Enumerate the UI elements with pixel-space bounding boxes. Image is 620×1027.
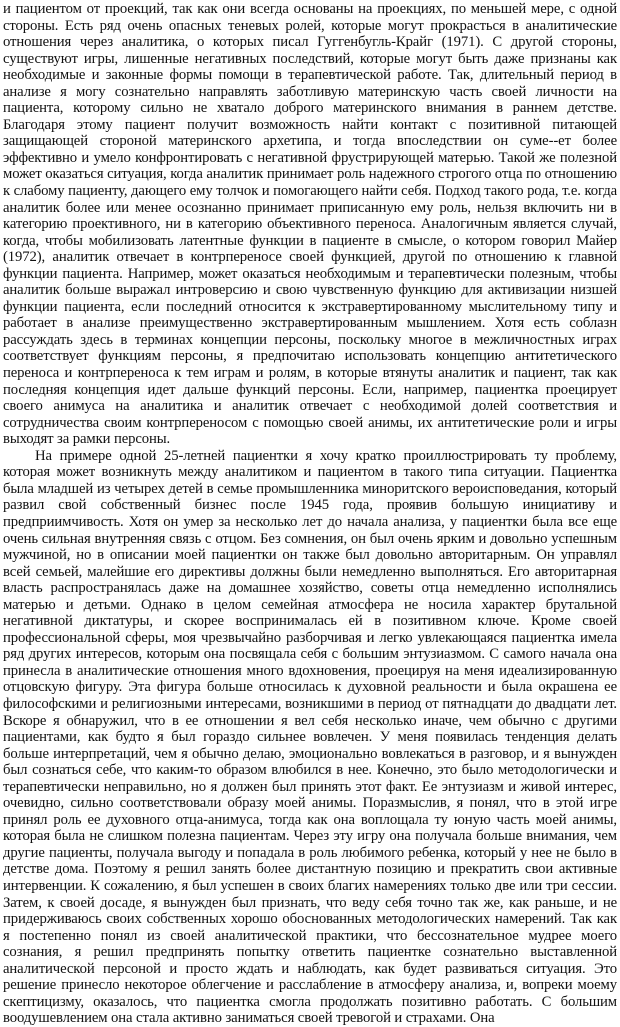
paragraph-2: На примере одной 25-летней пациентки я хочу кратко проиллюстрировать ту проблему, которая может возникнуть между аналитиком и пациентом в такого типа ситуации. Пациентка была младшей из четырех детей в семье промышленника миноритского вероисповедания, который развил свой собственный бизнес после 1945 года, проявив большую инициативу и предприимчивость. Хотя он умер за несколько лет до начала анализа, у пациентки была все еще очень сильная внутренняя связь с отцом. Без сомнения, он был очень ярким и довольно успешным мужчиной, но в описании моей пациентки он также был довольно авторитарным. Он управлял всей семьей, малейшие его директивы должны были немедленно выполняться. Его авторитарная власть распространялась даже на домашнее хозяйство, советы отца немедленно исполнялись матерью и детьми. Однако в целом семейная атмосфера не носила характер брутальной негативной диктатуры, и скорее воспринималась ей в позитивном ключе. Кроме своей профессиональной сферы, моя чрезвычайно разборчивая и легко увлекающаяся пациентка имела ряд других интересов, которым она посвящала себя с большим энтузиазмом. С самого начала она принесла в аналитические отношения много вдохновения, проецируя на меня идеализированную отцовскую фигуру. Эта фигура больше относилась к духовной реальности и была окрашена ее философскими и религиозными интересами, возникшими в период от пятнадцати до двадцати лет. Вскоре я обнаружил, что в ее отношении я вел себя несколько иначе, чем обычно с другими пациентами, как будто я был гораздо сильнее вовлечен. У меня появилась тенденция делать больше интерпретаций, чем я обычно делаю, эмоционально вовлекаться в разговор, и я вынужден был сознаться себе, что каким-то образом влюбился в нее. Конечно, это было методологически и терапевтически неправильно, но я должен был принять этот факт. Ее энтузиазм и живой интерес, очевидно, сильно соответствовали образу моей анимы. Поразмыслив, я понял, что в этой игре принял роль ее духовного отца-анимуса, тогда как она воплощала ту юную часть моей анимы, которая была не слишком полезна пациентам. Через эту игру она получала больше внимания, чем другие пациенты, получала выгоду и попадала в роль любимого ребенка, который у нее не было в детстве дома. Поэтому я решил занять более дистантную позицию и прекратить свои активные интервенции. К сожалению, я был успешен в своих благих намерениях только две или три сессии. Затем, к своей досаде, я вынужден был признать, что веду себя точно так же, как раньше, и не придерживаюсь своих собственных хорошо обоснованных методологических намерений. Так как я постепенно понял из своей аналитической практики, что бессознательное мудрее моего сознания, я решил предпринять попытку ответить пациентке сознательно выставленной аналитической персоной и просто ждать и наблюдать, как будет развиваться ситуация. Это решение принесло некоторое облегчение и расслабление в атмосферу анализа, и, вопреки моему скептицизму, оказалось, что пациентка смогла продолжать позитивно работать. С большим воодушевлением она стала активно заниматься своей тревогой и страхами. Она	[3, 447, 617, 1027]
paragraph-1: и пациентом от проекций, так как они всегда основаны на проекциях, по меньшей мере, с одной стороны. Есть ряд очень опасных теневых ролей, которые могут прокрасться в аналитические отношения через аналитика, о которых писал Гуггенбугль-Крайг (1971). С другой стороны, существуют игры, лишенные негативных последствий, которые могут быть даже признаны как необходимые и законные формы помощи в терапевтической работе. Так, длительный период в анализе я могу сознательно направлять заботливую материнскую часть своей личности на пациента, которому сильно не хватало доброго материнского внимания в раннем детстве. Благодаря этому пациент получит возможность найти контакт с позитивной питающей защищающей стороной материнского архетипа, и тогда впоследствии он суме--ет более эффективно и умело конфронтировать с негативной фрустрирующей матерью. Такой же полезной может оказаться ситуация, когда аналитик принимает роль надежного строгого отца по отношению к слабому пациенту, дающего ему толчок и помогающего найти себя. Подход такого рода, т.е. когда аналитик более или менее осознанно принимает приписанную ему роль, нельзя включить ни в категорию проективного, ни в категорию объективного переноса. Аналогичным является случай, когда, чтобы мобилизовать латентные функции в пациенте в смысле, о котором говорил Майер (1972), аналитик отвечает в контрпереносе своей функцией, другой по отношению к главной функции пациента. Например, может оказаться необходимым и терапевтически полезным, чтобы аналитик больше выражал интроверсию и свою чувственную функцию для активизации низшей функции пациента, если последний относится к экстравертированному мыслительному типу и работает в анализе преимущественно экстравертированным мышлением. Хотя есть соблазн рассуждать здесь в терминах концепции персоны, поскольку многое в межличностных играх соответствует функциям персоны, я предпочитаю использовать концепцию антитетического переноса и контрпереноса к тем играм и ролям, в которые втянуты аналитик и пациент, так как последняя концепция идет дальше функций персоны. Если, например, пациентка проецирует своего анимуса на аналитика и аналитик отвечает с необходимой долей соответствия и сотрудничества своим контрпереносом с помощью своей анимы, их антитетические роли и игры выходят за рамки персоны.	[3, 1, 617, 448]
